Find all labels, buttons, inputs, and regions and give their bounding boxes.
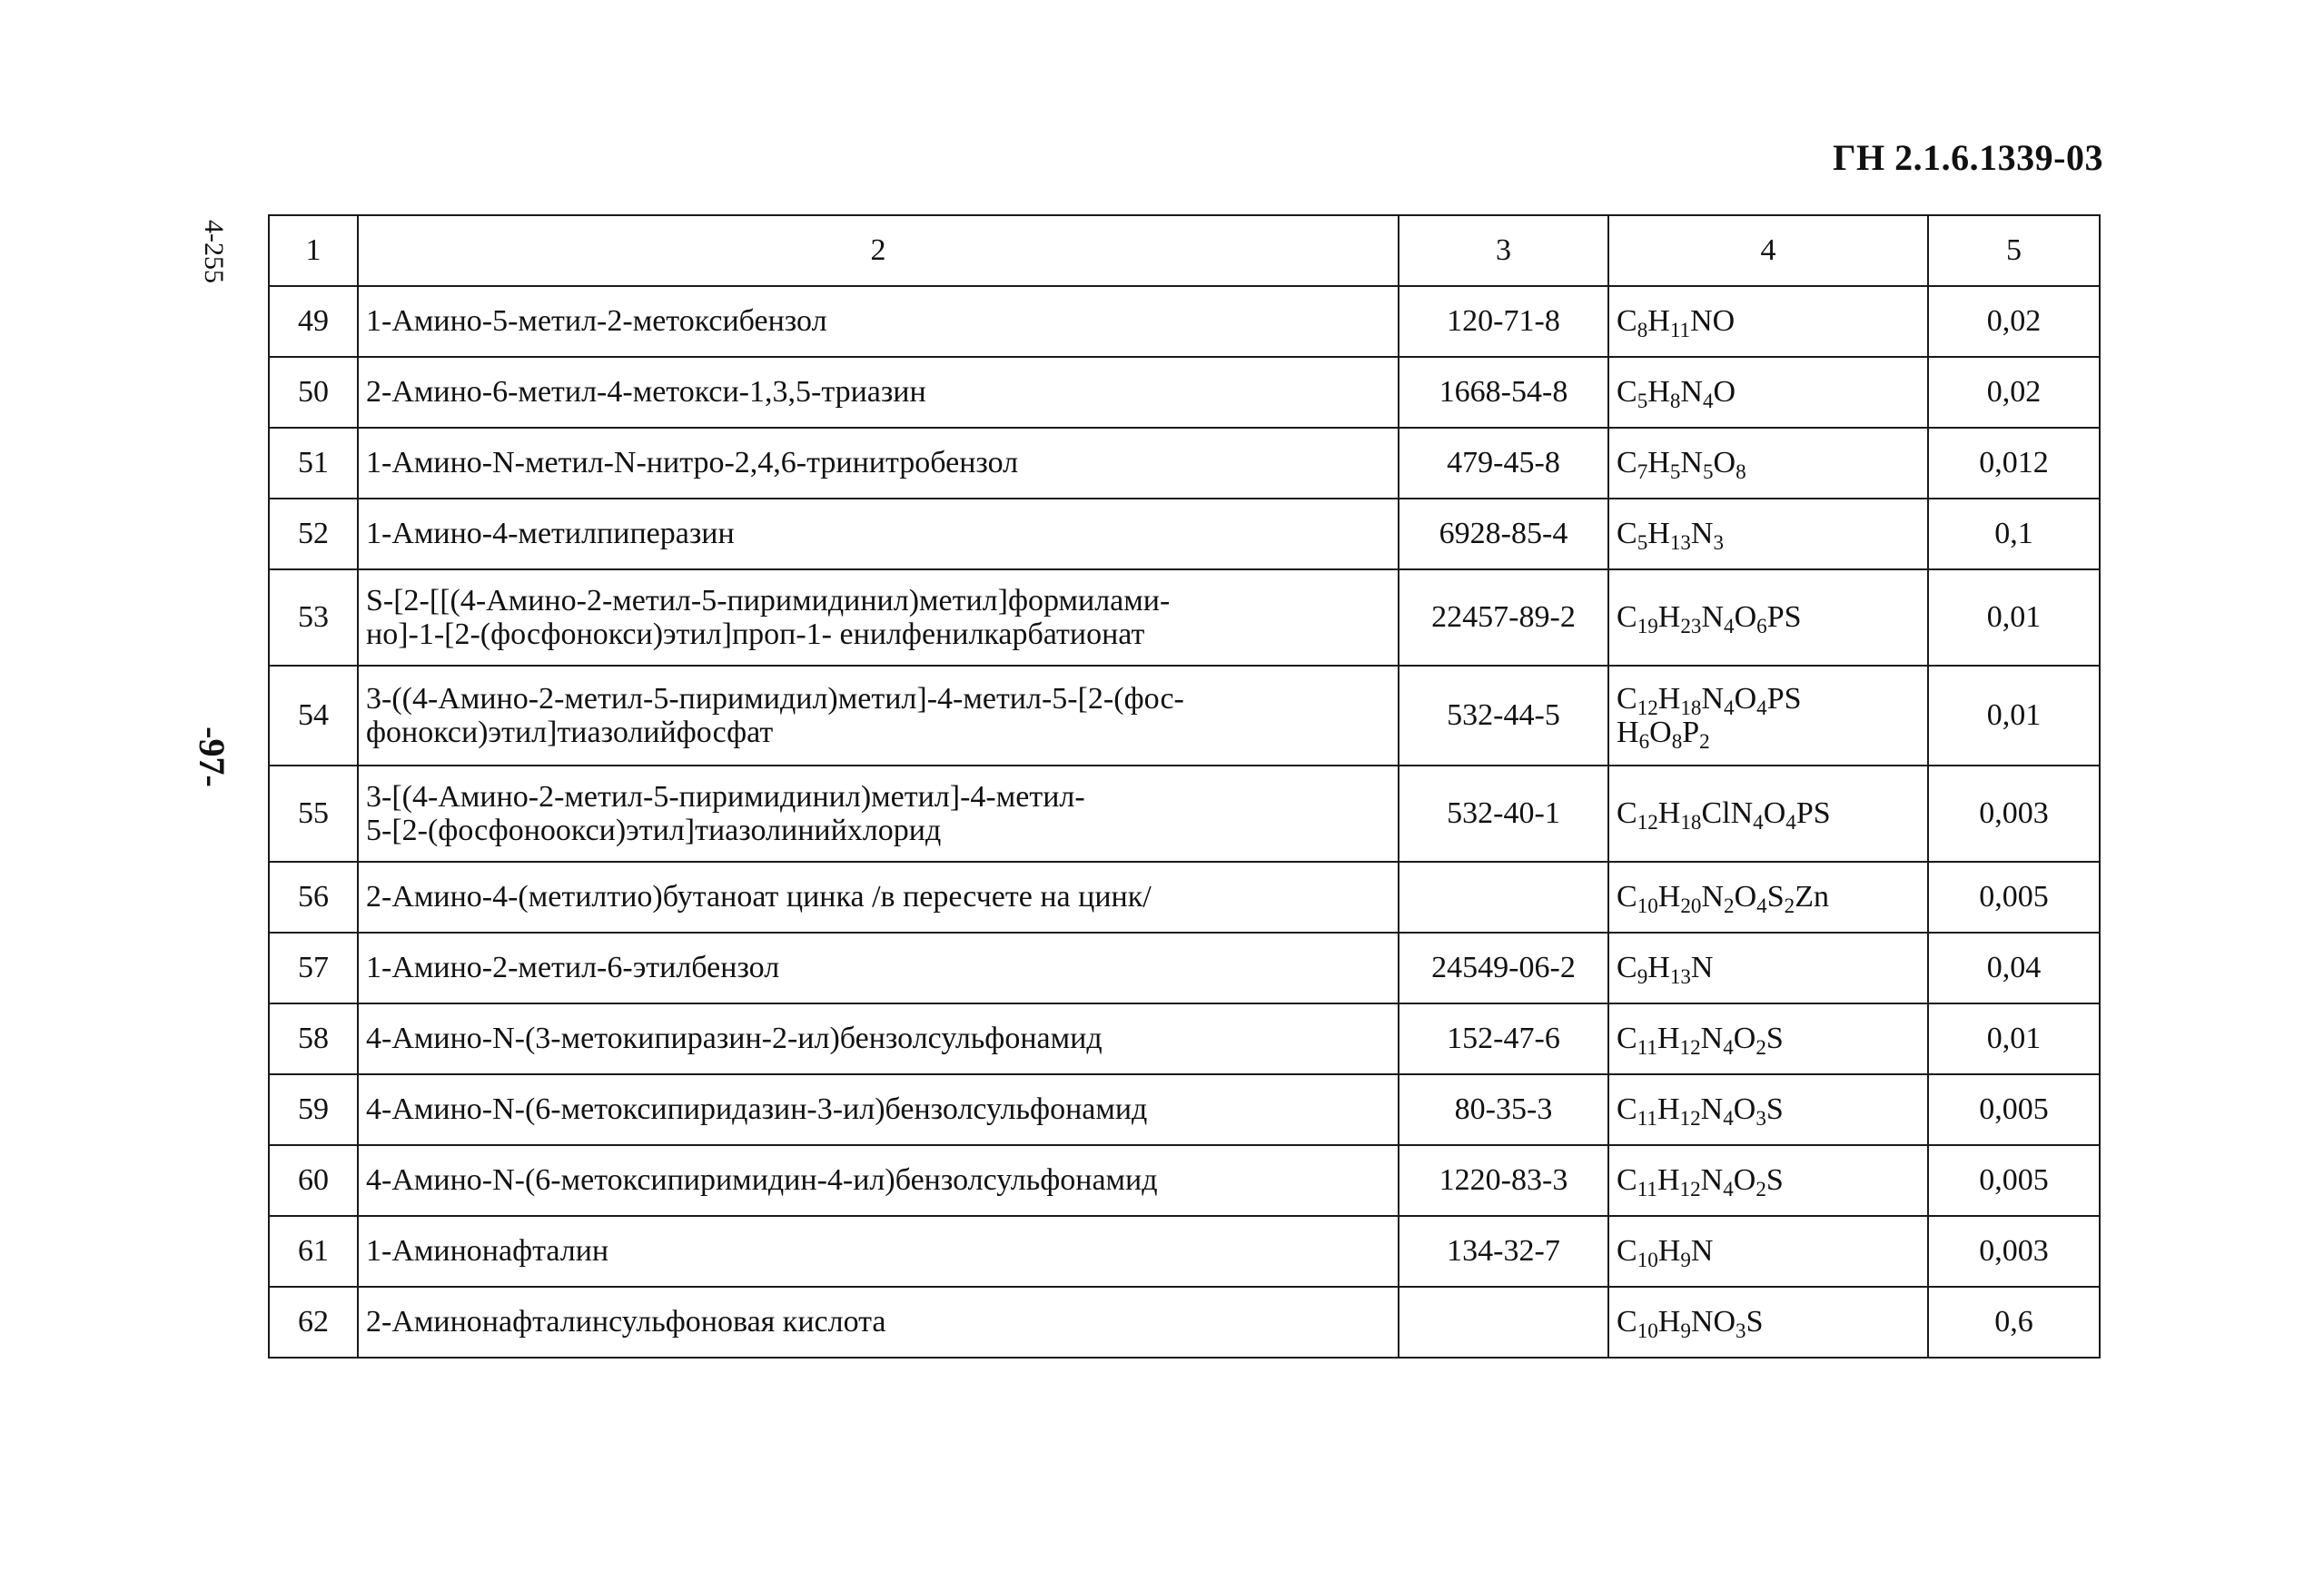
limit-value: 0,02	[1928, 357, 2100, 428]
cas-number: 1668-54-8	[1399, 357, 1608, 428]
cas-number: 152-47-6	[1399, 1003, 1608, 1074]
limit-value: 0,1	[1928, 499, 2100, 569]
substance-name: 1-Амино-5-метил-2-метоксибензол	[358, 286, 1399, 357]
chemical-formula: $C_{11}H_{12}N_4O_2S$	[1608, 1145, 1928, 1216]
substance-name	[358, 666, 1399, 766]
table-row	[269, 666, 2100, 766]
column-header-1: 1	[269, 215, 358, 286]
substance-name: 2-Амино-6-метил-4-метокси-1,3,5-триазин	[358, 357, 1399, 428]
chemical-formula: $C_5H_{13}N_3$	[1608, 499, 1928, 569]
table-row	[269, 862, 2100, 933]
chemical-formula: $C_{11}H_{12}N_4O_2S$	[1608, 1003, 1928, 1074]
substance-name: 4-Амино-N-(3-метокипиразин-2-ил)бензолсульфонамид	[358, 1003, 1399, 1074]
substances-table	[268, 214, 2101, 1359]
row-number: 51	[269, 428, 358, 499]
chemical-formula: $C_7H_5N_5O_8$	[1608, 428, 1928, 499]
page-number: -97-	[191, 726, 232, 787]
column-header-3: 3	[1399, 215, 1608, 286]
chemical-formula: $C_5H_8N_4O$	[1608, 357, 1928, 428]
substance-name-line: но]-1-[2-(фосфонокси)этил]проп-1- енилфенилкарбатионат	[366, 618, 1145, 651]
column-header-4: 4	[1608, 215, 1928, 286]
column-header-2: 2	[358, 215, 1399, 286]
cas-number: 120-71-8	[1399, 286, 1608, 357]
chemical-formula-line: $C_{12}H_{18}N_4O_4PS$	[1617, 681, 1802, 720]
substance-name: 1-Амино-2-метил-6-этилбензол	[358, 933, 1399, 1003]
limit-value: 0,01	[1928, 1003, 2100, 1074]
limit-value: 0,6	[1928, 1287, 2100, 1358]
chemical-formula: $C_{12}H_{18}ClN_4O_4PS$	[1608, 766, 1928, 862]
row-number: 49	[269, 286, 358, 357]
chemical-formula: $C_8H_{11}NO$	[1608, 286, 1928, 357]
chemical-formula: $C_{10}H_{20}N_2O_4S_2Zn$	[1608, 862, 1928, 933]
substance-name: 1-Амино-N-метил-N-нитро-2,4,6-тринитробензол	[358, 428, 1399, 499]
limit-value: 0,005	[1928, 1145, 2100, 1216]
row-number: 59	[269, 1074, 358, 1145]
cas-number: 532-44-5	[1399, 666, 1608, 766]
cas-number: 80-35-3	[1399, 1074, 1608, 1145]
table-row	[269, 1145, 2100, 1216]
row-number: 56	[269, 862, 358, 933]
substance-name-line: 3-[(4-Амино-2-метил-5-пиримидинил)метил]-4-метил-	[366, 779, 1085, 814]
row-number: 53	[269, 569, 358, 666]
limit-value: 0,005	[1928, 862, 2100, 933]
table-row	[269, 766, 2100, 862]
substance-name: 1-Аминонафталин	[358, 1216, 1399, 1287]
cas-number: 1220-83-3	[1399, 1145, 1608, 1216]
limit-value: 0,003	[1928, 766, 2100, 862]
cas-number: 134-32-7	[1399, 1216, 1608, 1287]
substance-name-line: 5-[2-(фосфоноокси)этил]тиазолинийхлорид	[366, 814, 942, 847]
substance-name: 4-Амино-N-(6-метоксипиридазин-3-ил)бензолсульфонамид	[358, 1074, 1399, 1145]
table-row	[269, 1216, 2100, 1287]
row-number: 54	[269, 666, 358, 766]
column-header-5: 5	[1928, 215, 2100, 286]
cas-number: 479-45-8	[1399, 428, 1608, 499]
table-row	[269, 1074, 2100, 1145]
chemical-formula: $C_{11}H_{12}N_4O_3S$	[1608, 1074, 1928, 1145]
limit-value: 0,003	[1928, 1216, 2100, 1287]
row-number: 60	[269, 1145, 358, 1216]
table-row	[269, 1287, 2100, 1358]
page-top-mark: 4-255	[199, 220, 229, 283]
chemical-formula-line: $H_6O_8P_2$	[1617, 716, 1710, 754]
limit-value: 0,04	[1928, 933, 2100, 1003]
substance-name	[358, 766, 1399, 862]
row-number: 58	[269, 1003, 358, 1074]
table-row	[269, 933, 2100, 1003]
document-code: ГН 2.1.6.1339-03	[1833, 137, 2103, 178]
table-row	[269, 428, 2100, 499]
table-row	[269, 286, 2100, 357]
substance-name: 2-Амино-4-(метилтио)бутаноат цинка /в пересчете на цинк/	[358, 862, 1399, 933]
limit-value: 0,01	[1928, 666, 2100, 766]
substance-name-line: фонокси)этил]тиазолийфосфат	[366, 716, 774, 749]
row-number: 50	[269, 357, 358, 428]
table-row	[269, 1003, 2100, 1074]
chemical-formula: $C_{10}H_9NO_3S$	[1608, 1287, 1928, 1358]
cas-number: 532-40-1	[1399, 766, 1608, 862]
cas-number: 24549-06-2	[1399, 933, 1608, 1003]
cas-number	[1399, 1287, 1608, 1358]
substance-name: 2-Аминонафталинсульфоновая кислота	[358, 1287, 1399, 1358]
substance-name-line: 3-((4-Амино-2-метил-5-пиримидил)метил]-4-метил-5-[2-(фос-	[366, 681, 1184, 716]
cas-number: 22457-89-2	[1399, 569, 1608, 666]
row-number: 55	[269, 766, 358, 862]
row-number: 62	[269, 1287, 358, 1358]
limit-value: 0,02	[1928, 286, 2100, 357]
cas-number	[1399, 862, 1608, 933]
chemical-formula: $C_{10}H_9N$	[1608, 1216, 1928, 1287]
chemical-formula: $C_9H_{13}N$	[1608, 933, 1928, 1003]
table-row	[269, 357, 2100, 428]
limit-value: 0,005	[1928, 1074, 2100, 1145]
substance-name: 4-Амино-N-(6-метоксипиримидин-4-ил)бензолсульфонамид	[358, 1145, 1399, 1216]
table-row	[269, 569, 2100, 666]
row-number: 52	[269, 499, 358, 569]
table-row	[269, 499, 2100, 569]
table-header-row	[269, 215, 2100, 286]
limit-value: 0,012	[1928, 428, 2100, 499]
chemical-formula	[1608, 666, 1928, 766]
limit-value: 0,01	[1928, 569, 2100, 666]
substance-name: 1-Амино-4-метилпиперазин	[358, 499, 1399, 569]
substance-name-line: S-[2-[[(4-Амино-2-метил-5-пиримидинил)метил]формилами-	[366, 583, 1171, 618]
cas-number: 6928-85-4	[1399, 499, 1608, 569]
substance-name	[358, 569, 1399, 666]
row-number: 61	[269, 1216, 358, 1287]
chemical-formula: $C_{19}H_{23}N_4O_6PS$	[1608, 569, 1928, 666]
row-number: 57	[269, 933, 358, 1003]
